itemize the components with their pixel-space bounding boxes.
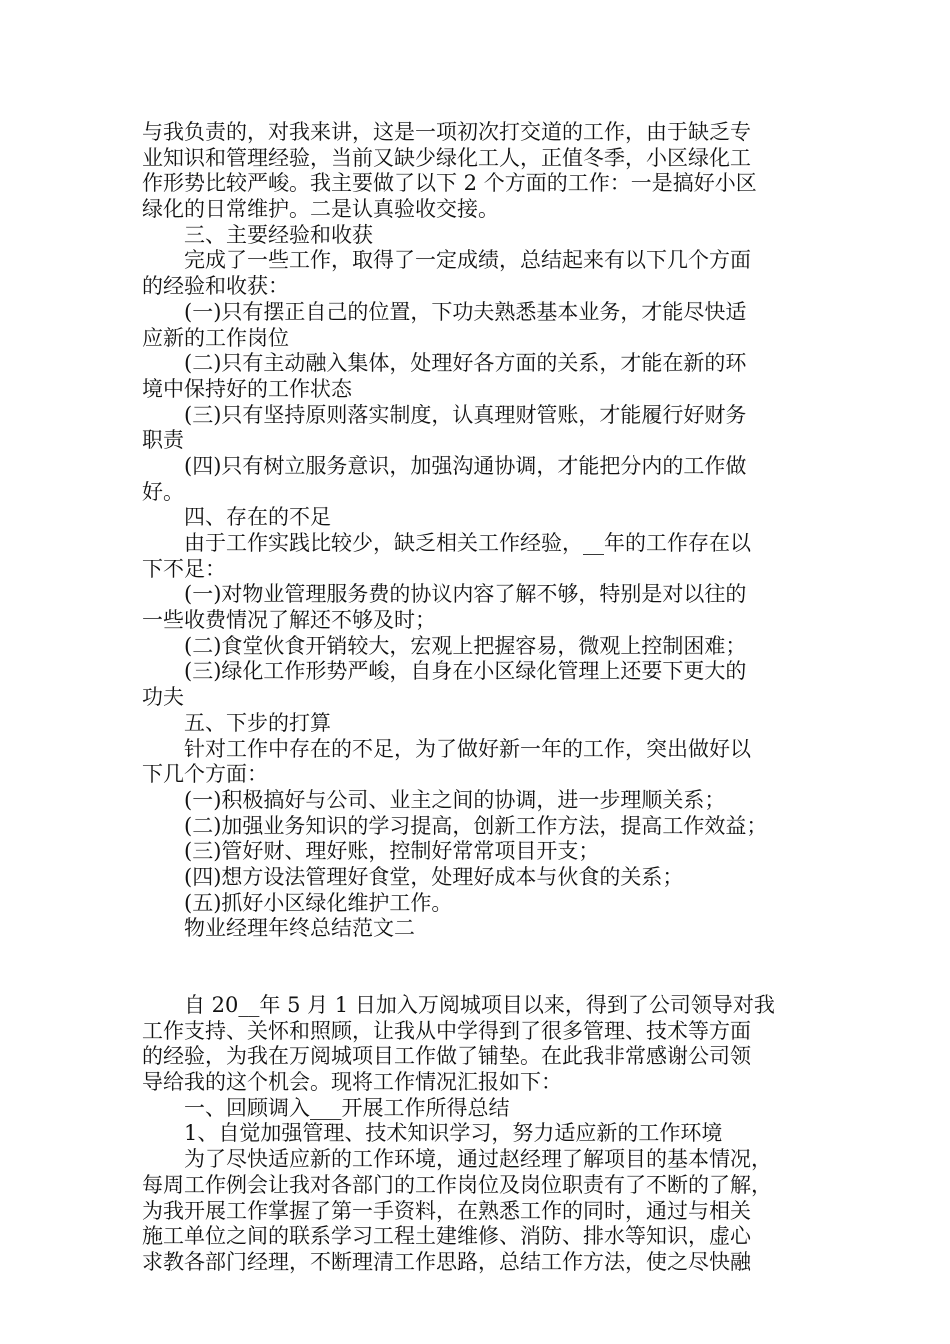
section-heading: 四、存在的不足 [142, 505, 331, 530]
text-line: (四)想方设法管理好食堂，处理好成本与伙食的关系； [142, 864, 684, 889]
subsection-heading: 1、自觉加强管理、技术知识学习，努力适应新的工作环境 [142, 1121, 723, 1146]
text-line: (二)加强业务知识的学习提高，创新工作方法，提高工作效益； [142, 813, 768, 838]
text-line: 一些收费情况了解还不够及时； [142, 608, 436, 633]
text-line: (三)只有坚持原则落实制度，认真理财管账，才能履行好财务 [142, 402, 747, 427]
text-line: (二)只有主动融入集体，处理好各方面的关系，才能在新的环 [142, 351, 747, 376]
text-line: 下几个方面： [142, 762, 268, 787]
text-line: 为我开展工作掌握了第一手资料，在熟悉工作的同时，通过与相关 [142, 1198, 751, 1223]
text-line: 业知识和管理经验，当前又缺少绿化工人，正值冬季，小区绿化工 [142, 145, 751, 170]
article-title: 物业经理年终总结范文二 [142, 916, 415, 941]
blank-line [142, 942, 812, 993]
text-line: 自 20__年 5 月 1 日加入万阅城项目以来，得到了公司领导对我 [142, 993, 775, 1017]
text-line: 职责 [142, 428, 184, 453]
text-line: 的经验，为我在万阅城项目工作做了铺垫。在此我非常感谢公司领 [142, 1044, 751, 1069]
text-line: 好。 [142, 479, 184, 504]
text-line: (二)食堂伙食开销较大，宏观上把握容易，微观上控制困难； [142, 633, 747, 658]
text-line: 工作支持、关怀和照顾，让我从中学得到了很多管理、技术等方面 [142, 1018, 751, 1043]
text-line: 完成了一些工作，取得了一定成绩，总结起来有以下几个方面 [142, 248, 751, 273]
text-line: (三)绿化工作形势严峻，自身在小区绿化管理上还要下更大的 [142, 659, 747, 684]
text-line: 作形势比较严峻。我主要做了以下 2 个方面的工作：一是搞好小区 [142, 171, 757, 196]
text-line: (一)积极搞好与公司、业主之间的协调，进一步理顺关系； [142, 787, 726, 812]
text-line: (一)对物业管理服务费的协议内容了解不够，特别是对以往的 [142, 582, 747, 607]
section-heading: 五、下步的打算 [142, 710, 331, 735]
text-line: (一)只有摆正自己的位置，下功夫熟悉基本业务，才能尽快适 [142, 299, 747, 324]
text-line: 施工单位之间的联系学习工程土建维修、消防、排水等知识，虚心 [142, 1224, 751, 1249]
text-line: 求教各部门经理，不断理清工作思路，总结工作方法，使之尽快融 [142, 1249, 751, 1274]
text-line: 功夫 [142, 685, 184, 710]
text-line: 由于工作实践比较少，缺乏相关工作经验，__年的工作存在以 [142, 531, 751, 555]
text-line: 下不足： [142, 556, 226, 581]
text-line: 的经验和收获： [142, 274, 289, 299]
text-line: 绿化的日常维护。二是认真验收交接。 [142, 197, 499, 222]
section-heading: 三、主要经验和收获 [142, 222, 373, 247]
text-line: 针对工作中存在的不足，为了做好新一年的工作，突出做好以 [142, 736, 751, 761]
text-line: 为了尽快适应新的工作环境，通过赵经理了解项目的基本情况， [142, 1147, 772, 1172]
text-line: 应新的工作岗位 [142, 325, 289, 350]
section-heading: 一、回顾调入___开展工作所得总结 [142, 1095, 510, 1120]
text-line: (四)只有树立服务意识，加强沟通协调，才能把分内的工作做 [142, 453, 747, 478]
text-line: (三)管好财、理好账，控制好常常项目开支； [142, 839, 600, 864]
text-line: (五)抓好小区绿化维护工作。 [142, 890, 453, 915]
document-page [142, 120, 812, 1276]
text-line: 与我负责的，对我来讲，这是一项初次打交道的工作，由于缺乏专 [142, 120, 751, 144]
text-line: 导给我的这个机会。现将工作情况汇报如下： [142, 1070, 562, 1095]
text-line: 境中保持好的工作状态 [142, 376, 352, 401]
text-line: 每周工作例会让我对各部门的工作岗位及岗位职责有了不断的了解， [142, 1172, 772, 1197]
